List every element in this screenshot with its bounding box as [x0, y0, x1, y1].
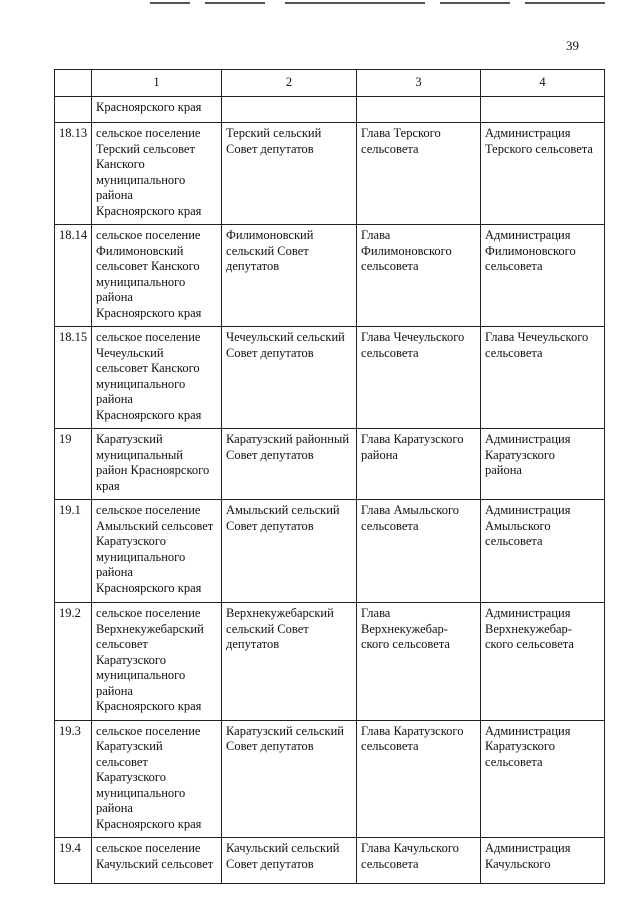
number-cell: 18.15: [55, 327, 92, 429]
administration-cell: Администрация Терского сельсовета: [481, 123, 605, 225]
council-cell: Чечеульский сельский Совет депутатов: [222, 327, 357, 429]
municipality-cell: сельское поселение Терский сельсовет Канского муниципального района Красноярского края: [92, 123, 222, 225]
header-cell: 1: [92, 70, 222, 97]
number-cell: 19: [55, 429, 92, 500]
number-cell: 19.1: [55, 500, 92, 603]
administration-cell: Глава Чечеульского сельсовета: [481, 327, 605, 429]
council-cell: Каратузский сельский Совет депутатов: [222, 720, 357, 838]
head-cell: Глава Каратузского сельсовета: [357, 720, 481, 838]
header-cell: [55, 70, 92, 97]
head-cell: Глава Чечеульского сельсовета: [357, 327, 481, 429]
number-cell: 19.3: [55, 720, 92, 838]
number-cell: 18.14: [55, 225, 92, 327]
head-cell: Глава Филимоновского сельсовета: [357, 225, 481, 327]
header-cell: 4: [481, 70, 605, 97]
head-cell: Глава Верхнекужебар- ского сельсовета: [357, 603, 481, 721]
municipality-cell: сельское поселение Филимоновский сельсовет Канского муниципального района Красноярского края: [92, 225, 222, 327]
council-cell: Амыльский сельский Совет депутатов: [222, 500, 357, 603]
header-cell: 2: [222, 70, 357, 97]
municipality-cell: сельское поселение Верхнекужебарский сельсовет Каратузского муниципального района Красноярского края: [92, 603, 222, 721]
administration-cell: Администрация Каратузского района: [481, 429, 605, 500]
header-cell: 3: [357, 70, 481, 97]
council-cell: Терский сельский Совет депутатов: [222, 123, 357, 225]
municipality-cell: сельское поселение Амыльский сельсовет Каратузского муниципального района Красноярского края: [92, 500, 222, 603]
municipality-cell: сельское поселение Качульский сельсовет: [92, 838, 222, 884]
top-scan-line: [150, 2, 190, 4]
administration-cell: Администрация Качульского: [481, 838, 605, 884]
head-cell: Глава Качульского сельсовета: [357, 838, 481, 884]
number-cell: 19.4: [55, 838, 92, 884]
administration-cell: [481, 97, 605, 123]
municipality-cell: сельское поселение Чечеульский сельсовет Канского муниципального района Красноярского края: [92, 327, 222, 429]
top-scan-line: [440, 2, 510, 4]
head-cell: Глава Терского сельсовета: [357, 123, 481, 225]
top-scan-line: [205, 2, 265, 4]
table-row: [55, 500, 605, 603]
administration-cell: Администрация Каратузского сельсовета: [481, 720, 605, 838]
top-scan-line: [525, 2, 605, 4]
header-row: [55, 70, 605, 97]
council-cell: Качульский сельский Совет депутатов: [222, 838, 357, 884]
table-row: [55, 123, 605, 225]
council-cell: Филимоновский сельский Совет депутатов: [222, 225, 357, 327]
head-cell: Глава Каратузского района: [357, 429, 481, 500]
number-cell: 18.13: [55, 123, 92, 225]
table-row: [55, 225, 605, 327]
administration-cell: Администрация Верхнекужебар- ского сельсовета: [481, 603, 605, 721]
administration-cell: Администрация Филимоновского сельсовета: [481, 225, 605, 327]
municipality-cell: Красноярского края: [92, 97, 222, 123]
table-row: [55, 603, 605, 721]
top-scan-line: [285, 2, 425, 4]
continuation-row: [55, 97, 605, 123]
council-cell: Верхнекужебарский сельский Совет депутатов: [222, 603, 357, 721]
table-row: [55, 327, 605, 429]
table-row: [55, 429, 605, 500]
council-cell: Каратузский районный Совет депутатов: [222, 429, 357, 500]
page-number: 39: [566, 38, 579, 53]
registry-table: [54, 69, 605, 884]
number-cell: [55, 97, 92, 123]
table-row: [55, 720, 605, 838]
municipality-cell: сельское поселение Каратузский сельсовет Каратузского муниципального района Красноярского края: [92, 720, 222, 838]
number-cell: 19.2: [55, 603, 92, 721]
council-cell: [222, 97, 357, 123]
administration-cell: Администрация Амыльского сельсовета: [481, 500, 605, 603]
head-cell: Глава Амыльского сельсовета: [357, 500, 481, 603]
head-cell: [357, 97, 481, 123]
municipality-cell: Каратузский муниципальный район Красноярского края: [92, 429, 222, 500]
table-row: [55, 838, 605, 884]
